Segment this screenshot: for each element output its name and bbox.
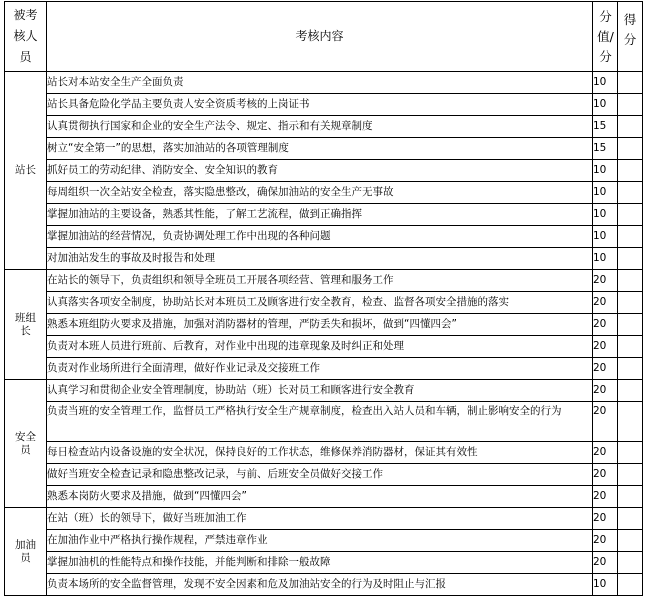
content-cell: 负责当班的安全管理工作，监督员工严格执行安全生产规章制度，检查出入站人员和车辆，制止影响安全的行为 (47, 402, 593, 442)
table-row (5, 358, 643, 380)
content-cell: 负责对本班人员进行班前、后教育，对作业中出现的违章现象及时纠正和处理 (47, 336, 593, 358)
table-row (5, 116, 643, 138)
score-cell: 10 (593, 182, 618, 204)
table-row (5, 204, 643, 226)
table-row (5, 182, 643, 204)
table-row (5, 336, 643, 358)
table-row (5, 508, 643, 530)
score-cell: 20 (593, 292, 618, 314)
got-score-cell[interactable] (618, 72, 643, 94)
score-cell: 20 (593, 336, 618, 358)
table-row (5, 464, 643, 486)
content-cell: 每周组织一次全站安全检查，落实隐患整改，确保加油站的安全生产无事故 (47, 182, 593, 204)
got-score-cell[interactable] (618, 138, 643, 160)
got-score-cell[interactable] (618, 292, 643, 314)
content-cell: 熟悉本班组防火要求及措施，加强对消防器材的管理，严防丢失和损坏，做到“四懂四会” (47, 314, 593, 336)
score-cell: 10 (593, 248, 618, 270)
role-cell (5, 380, 47, 508)
role-label: 加油员 (15, 538, 36, 564)
got-score-cell[interactable] (618, 248, 643, 270)
got-score-cell[interactable] (618, 270, 643, 292)
content-cell: 站长具备危险化学品主要负责人安全资质考核的上岗证书 (47, 94, 593, 116)
got-score-cell[interactable] (618, 402, 643, 442)
score-cell: 20 (593, 314, 618, 336)
got-score-cell[interactable] (618, 182, 643, 204)
content-cell: 掌握加油站的经营情况，负责协调处理工作中出现的各种问题 (47, 226, 593, 248)
table-row (5, 248, 643, 270)
got-score-cell[interactable] (618, 380, 643, 402)
content-cell: 站长对本站安全生产全面负责 (47, 72, 593, 94)
score-cell: 20 (593, 270, 618, 292)
table-row (5, 314, 643, 336)
got-score-cell[interactable] (618, 94, 643, 116)
content-cell: 在加油作业中严格执行操作规程，严禁违章作业 (47, 530, 593, 552)
score-cell: 20 (593, 402, 618, 442)
role-label: 安全员 (15, 430, 36, 456)
content-cell: 每日检查站内设备设施的安全状况，保持良好的工作状态，维修保养消防器材，保证其有效性 (47, 442, 593, 464)
score-cell: 15 (593, 116, 618, 138)
got-score-cell[interactable] (618, 226, 643, 248)
score-cell: 10 (593, 574, 618, 596)
header-score (593, 2, 618, 72)
content-cell: 认真落实各项安全制度，协助站长对本班员工及顾客进行安全教育，检查、监督各项安全措施的落实 (47, 292, 593, 314)
got-score-cell[interactable] (618, 358, 643, 380)
got-score-cell[interactable] (618, 314, 643, 336)
got-score-cell[interactable] (618, 464, 643, 486)
got-score-cell[interactable] (618, 442, 643, 464)
table-row (5, 94, 643, 116)
content-cell: 对加油站发生的事故及时报告和处理 (47, 248, 593, 270)
table-row (5, 380, 643, 402)
role-label: 站长 (15, 164, 36, 176)
table-row (5, 72, 643, 94)
header-got (618, 2, 643, 72)
got-score-cell[interactable] (618, 336, 643, 358)
table-row (5, 402, 643, 442)
score-cell: 20 (593, 380, 618, 402)
score-cell: 10 (593, 94, 618, 116)
score-cell: 20 (593, 486, 618, 508)
header-got-text: 得分 (623, 12, 637, 47)
content-cell: 掌握加油站的主要设备，熟悉其性能，了解工艺流程，做到正确指挥 (47, 204, 593, 226)
got-score-cell[interactable] (618, 552, 643, 574)
score-cell: 20 (593, 442, 618, 464)
content-cell: 负责对作业场所进行全面清理，做好作业记录及交接班工作 (47, 358, 593, 380)
assessment-table-body (5, 2, 643, 596)
got-score-cell[interactable] (618, 530, 643, 552)
score-cell: 10 (593, 204, 618, 226)
content-cell: 掌握加油机的性能特点和操作技能，并能判断和排除一般故障 (47, 552, 593, 574)
score-cell: 15 (593, 138, 618, 160)
content-cell: 做好当班安全检查记录和隐患整改记录，与前、后班安全员做好交接工作 (47, 464, 593, 486)
table-row (5, 442, 643, 464)
table-row (5, 226, 643, 248)
header-score-text: 分值/分 (597, 8, 614, 64)
table-row (5, 574, 643, 596)
score-cell: 10 (593, 226, 618, 248)
score-cell: 10 (593, 72, 618, 94)
content-cell: 认真学习和贯彻企业安全管理制度，协助站（班）长对员工和顾客进行安全教育 (47, 380, 593, 402)
table-row (5, 270, 643, 292)
score-cell: 20 (593, 358, 618, 380)
table-row (5, 292, 643, 314)
score-cell: 20 (593, 508, 618, 530)
role-label: 班组长 (15, 311, 36, 337)
got-score-cell[interactable] (618, 204, 643, 226)
table-row (5, 486, 643, 508)
content-cell: 熟悉本岗防火要求及措施，做到“四懂四会” (47, 486, 593, 508)
score-cell: 20 (593, 552, 618, 574)
table-row (5, 530, 643, 552)
got-score-cell[interactable] (618, 486, 643, 508)
score-cell: 10 (593, 160, 618, 182)
content-cell: 树立“安全第一”的思想，落实加油站的各项管理制度 (47, 138, 593, 160)
content-cell: 抓好员工的劳动纪律、消防安全、安全知识的教育 (47, 160, 593, 182)
header-row (5, 2, 643, 72)
content-cell: 在站（班）长的领导下，做好当班加油工作 (47, 508, 593, 530)
role-cell (5, 72, 47, 270)
table-row (5, 552, 643, 574)
content-cell: 认真贯彻执行国家和企业的安全生产法令、规定、指示和有关规章制度 (47, 116, 593, 138)
score-cell: 20 (593, 530, 618, 552)
got-score-cell[interactable] (618, 508, 643, 530)
content-cell: 负责本场所的安全监督管理，发现不安全因素和危及加油站安全的行为及时阻止与汇报 (47, 574, 593, 596)
score-cell: 20 (593, 464, 618, 486)
table-row (5, 160, 643, 182)
table-row (5, 138, 643, 160)
got-score-cell[interactable] (618, 574, 643, 596)
content-cell: 在站长的领导下，负责组织和领导全班员工开展各项经营、管理和服务工作 (47, 270, 593, 292)
header-role-text: 被考核人员 (13, 8, 38, 64)
got-score-cell[interactable] (618, 116, 643, 138)
role-cell (5, 508, 47, 596)
role-cell (5, 270, 47, 380)
got-score-cell[interactable] (618, 160, 643, 182)
header-content: 考核内容 (47, 2, 593, 72)
header-role (5, 2, 47, 72)
assessment-table (4, 1, 643, 596)
